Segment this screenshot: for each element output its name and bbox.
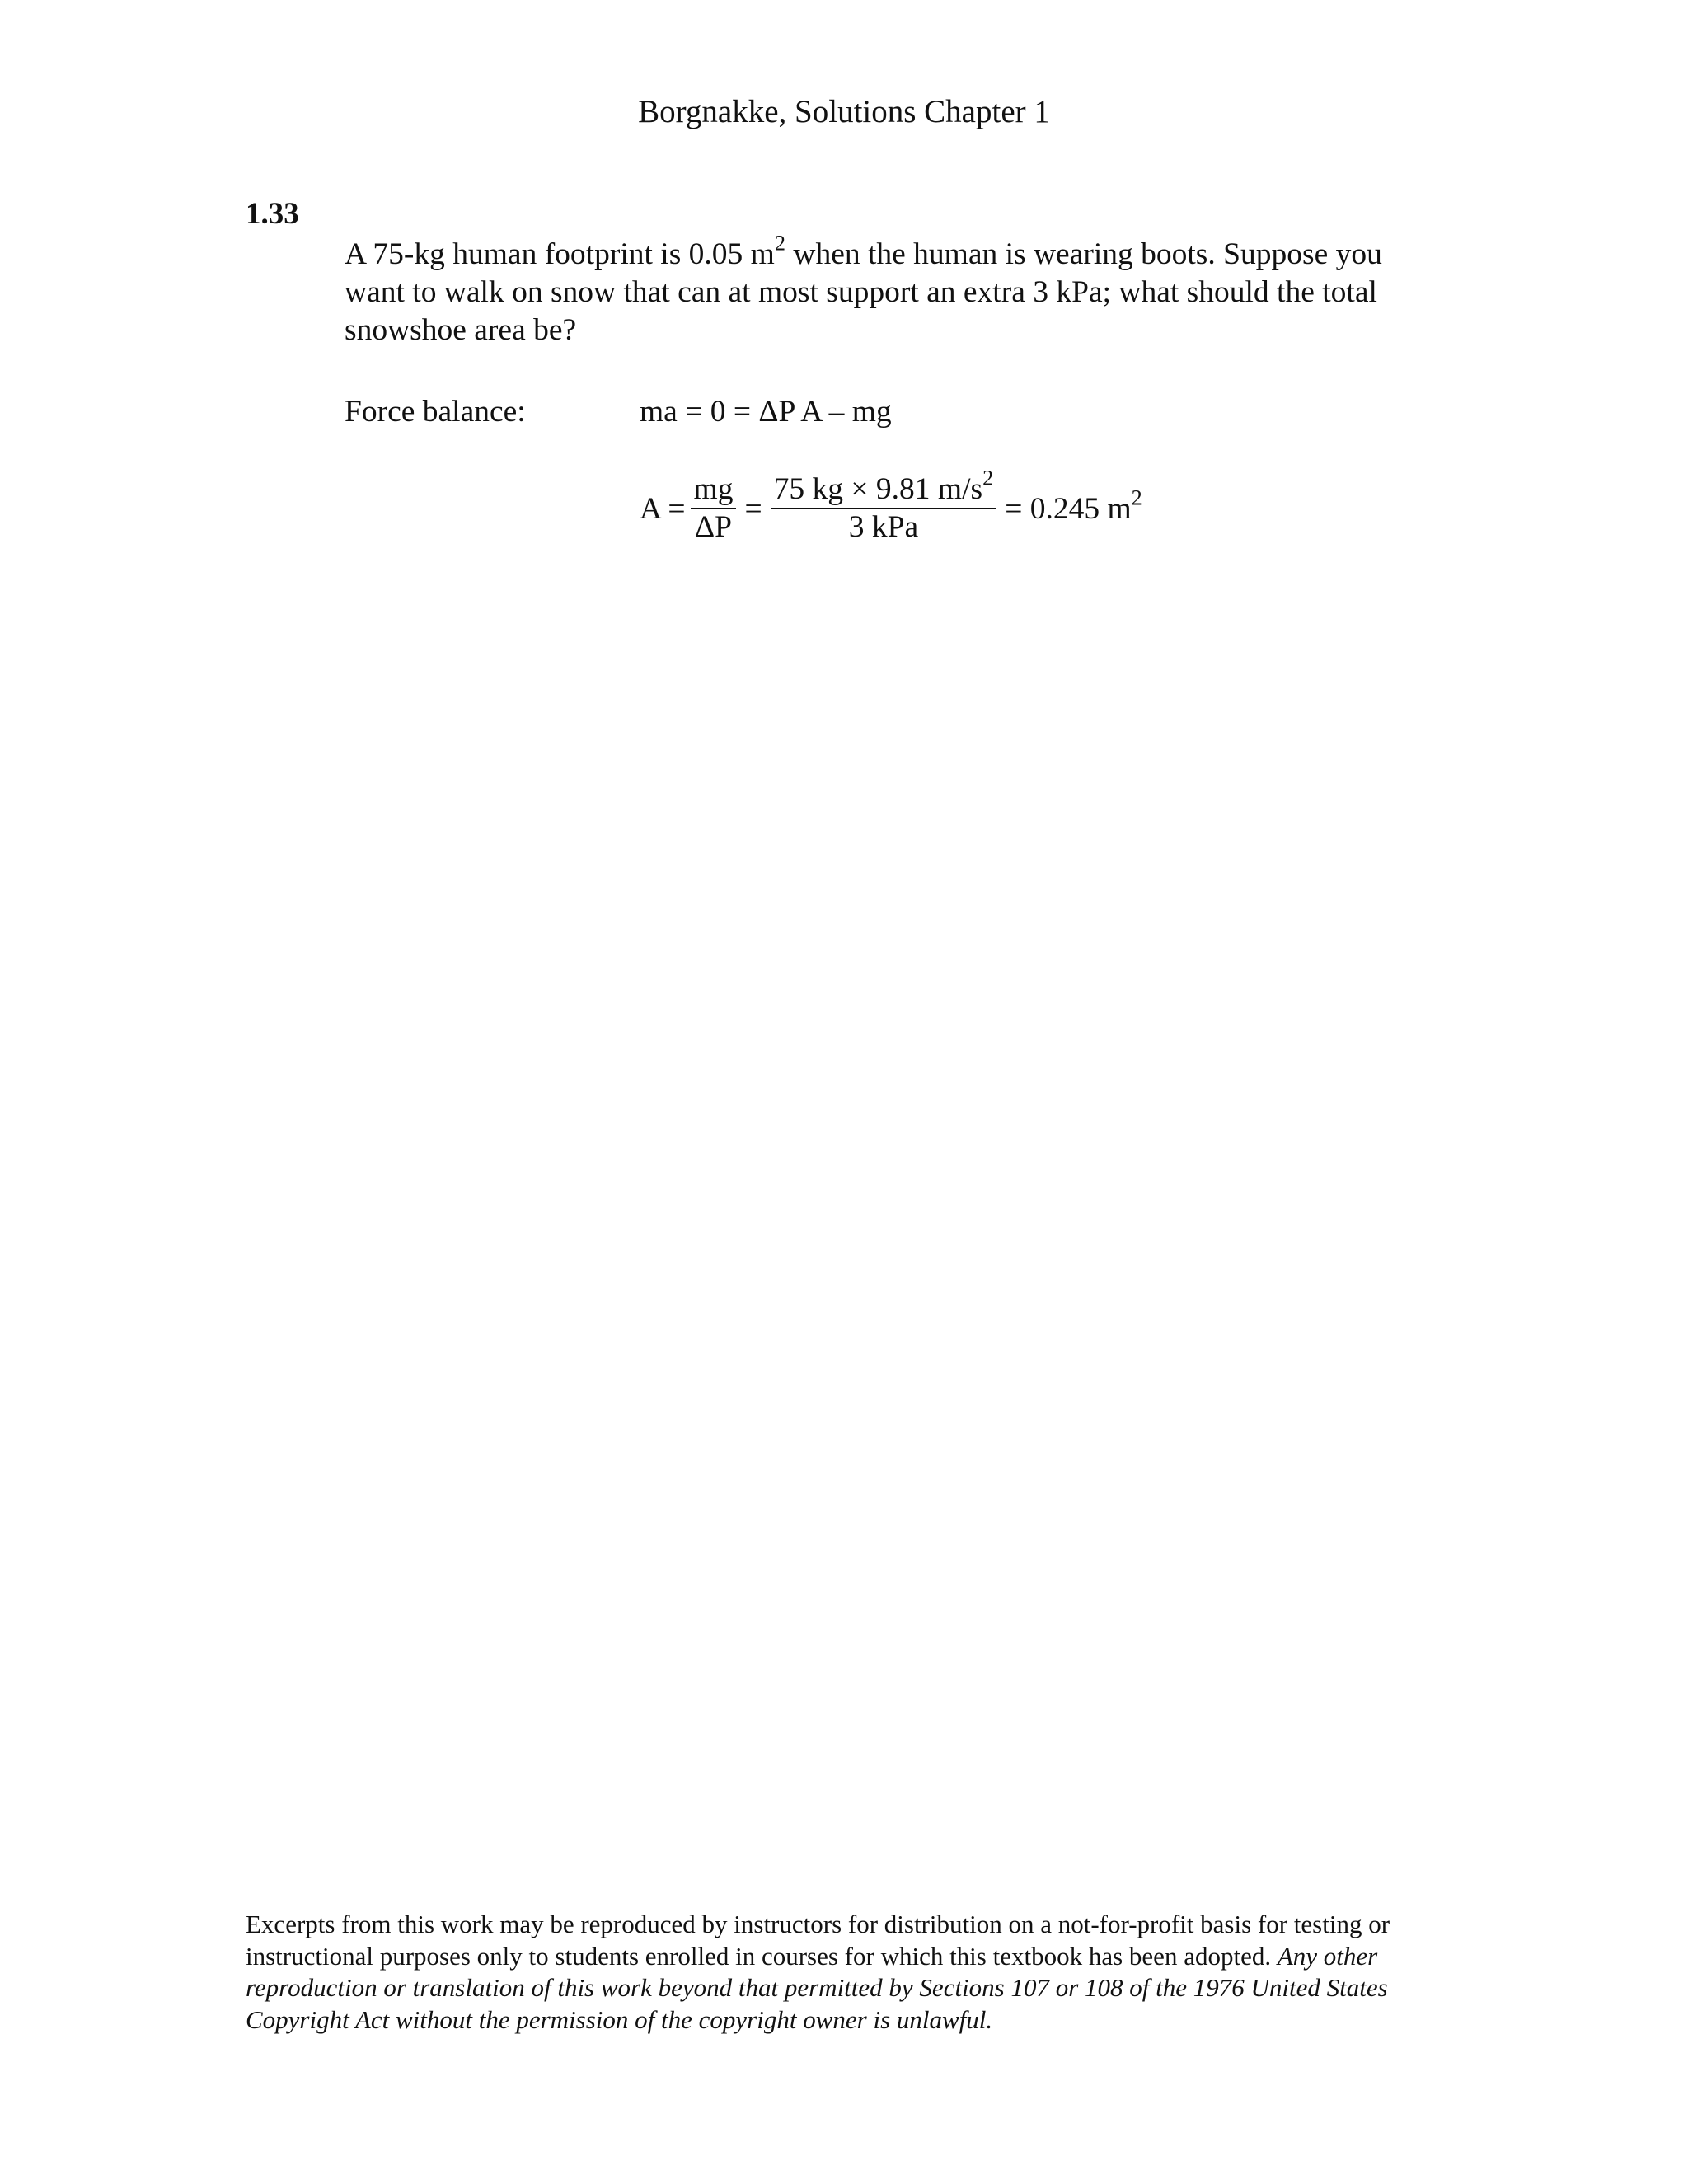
page-header: Borgnakke, Solutions Chapter 1 — [638, 94, 1050, 129]
statement-text-2: when the human is wearing boots. Suppose you want to walk on snow that can at most support an extra 3 kPa; what should the total snowshoe area be? — [345, 237, 1382, 347]
numerator-text: 75 kg × 9.81 m/s — [773, 472, 983, 506]
fraction-denominator: 3 kPa — [848, 510, 919, 544]
copyright-footer — [246, 1909, 1449, 2036]
result-superscript: 2 — [1131, 485, 1142, 510]
result-text: = 0.245 m — [1005, 491, 1132, 526]
force-balance-label: Force balance: — [345, 395, 526, 429]
fraction-mg-over-dp — [691, 473, 737, 544]
force-balance-equation: ma = 0 = ΔP A – mg — [640, 395, 892, 429]
fraction-numeric — [771, 466, 997, 544]
result — [1005, 485, 1142, 527]
fraction-denominator: ΔP — [695, 510, 732, 544]
footer-normal-text: Excerpts from this work may be reproduced by instructors for distribution on a not-for-profit basis for testing or instructional purposes only to students enrolled in courses for which this textbook has been adopted. — [246, 1910, 1390, 1971]
area-equation — [640, 466, 1146, 544]
fraction-numerator: mg — [691, 473, 737, 509]
fraction-numerator — [771, 466, 997, 509]
problem-number: 1.33 — [246, 197, 299, 231]
footer-italic-text: Any other reproduction or translation of this work beyond that permitted by Sections 107 or 108 of the 1976 United States Copyright Act without the permission of the copyright owner is unlawful. — [246, 1941, 1388, 2034]
equals-sign: = — [744, 491, 762, 526]
statement-text-1: A 75-kg human footprint is 0.05 m — [345, 237, 775, 271]
area-lhs: A = — [640, 491, 686, 526]
statement-superscript: 2 — [774, 231, 785, 255]
numerator-superscript: 2 — [982, 466, 994, 490]
problem-statement — [345, 231, 1449, 349]
